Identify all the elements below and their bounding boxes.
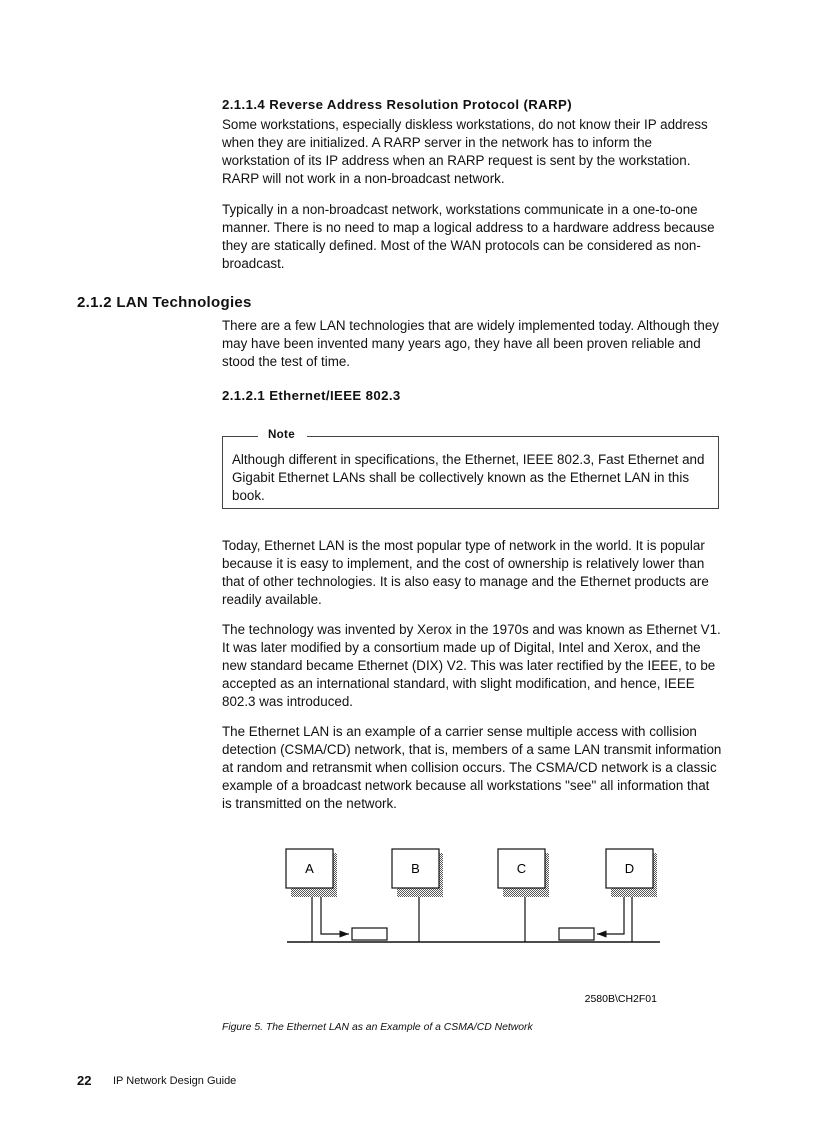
- csma-cd-paragraph: The Ethernet LAN is an example of a carrier sense multiple access with collision detection (CSMA/CD) network, that is, members of a same LAN transmit information at random and retransmit when collision occurs. The CSMA/CD network is a classic example of a broadcast network because all workstations "see" all information that is transmitted on the network.: [222, 724, 722, 811]
- station-d: [597, 849, 657, 942]
- figure-id: 2580B\CH2F01: [584, 993, 657, 1005]
- non-broadcast-paragraph: Typically in a non-broadcast network, workstations communicate in a one-to-one manner. There is no need to map a logical address to a hardware address because they are statically defined. Most of the WAN protocols can be considered as non-broadcast.: [222, 202, 715, 271]
- station-a: [286, 849, 349, 942]
- frame-packet-a: [352, 928, 387, 940]
- station-c: [498, 849, 549, 942]
- book-title: IP Network Design Guide: [113, 1075, 237, 1087]
- ethernet-history-paragraph: The technology was invented by Xerox in the 1970s and was known as Ethernet V1. It was later modified by a consortium made up of Digital, Intel and Xerox, and the new standard became Ethernet (DIX) V2. This was later rectified by the IEEE, to be accepted as an international standard, with slight modification, and hence, IEEE 802.3 was introduced.: [222, 622, 721, 709]
- section-2121-heading: 2.1.2.1 Ethernet/IEEE 802.3: [222, 388, 401, 403]
- note-text: Although different in specifications, the Ethernet, IEEE 802.3, Fast Ethernet and Gigabit Ethernet LANs shall be collectively known as the Ethernet LAN in this book.: [232, 452, 705, 503]
- section-2114-heading: 2.1.1.4 Reverse Address Resolution Protocol (RARP): [222, 97, 573, 112]
- figure-caption: Figure 5. The Ethernet LAN as an Example of a CSMA/CD Network: [222, 1022, 533, 1033]
- rarp-paragraph: Some workstations, especially diskless workstations, do not know their IP address when they are initialized. A RARP server in the network has to inform the workstation of its IP address when an RARP request is sent by the workstation. RARP will not work in a non-broadcast network.: [222, 117, 708, 186]
- section-212-heading: 2.1.2 LAN Technologies: [77, 294, 252, 311]
- note-label: Note: [268, 428, 295, 441]
- station-label-c: C: [516, 861, 527, 876]
- lan-technologies-paragraph: There are a few LAN technologies that are widely implemented today. Although they may have been invented many years ago, they have all been proven reliable and stood the test of time.: [222, 318, 719, 369]
- station-label-d: D: [624, 861, 635, 876]
- station-label-b: B: [411, 861, 420, 876]
- page-number: 22: [77, 1073, 92, 1088]
- frame-packet-d: [559, 928, 594, 940]
- station-b: [392, 849, 443, 942]
- ethernet-popularity-paragraph: Today, Ethernet LAN is the most popular type of network in the world. It is popular because it is easy to implement, and the cost of ownership is relatively lower than that of other technologies. It is also easy to manage and the Ethernet products are readily available.: [222, 538, 709, 607]
- station-label-a: A: [305, 861, 314, 876]
